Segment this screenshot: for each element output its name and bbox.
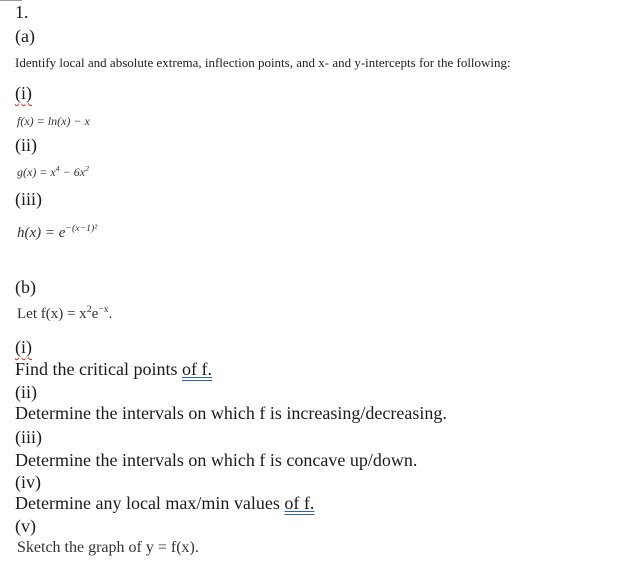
question-number: 1. <box>15 2 29 22</box>
part-a-instruction: Identify local and absolute extrema, inflection points, and x- and y-intercepts for the following: <box>15 55 511 70</box>
part-b-item-1-label: (i) <box>15 337 32 357</box>
part-b-item-5-text: Sketch the graph of y = f(x). <box>17 539 199 556</box>
part-b-intro: Let $f(x) = x^2e^{-x}$. <box>17 304 113 322</box>
part-a-label: (a) <box>15 26 35 46</box>
part-a-item-3-expression: $h(x) = e^{-(x-1)^2}$ <box>17 223 98 241</box>
part-b-item-3-label: (iii) <box>15 427 42 447</box>
part-a-item-2-label: (ii) <box>15 135 37 155</box>
part-b-item-3-text: Determine the intervals on which f is concave up/down. <box>15 450 418 470</box>
part-a-item-2-expression: $g(x) = x^4 - 6x^2$ <box>17 164 89 179</box>
part-a-item-1-label: (i) <box>15 83 32 103</box>
part-b-item-5-label: (v) <box>15 516 36 536</box>
part-a-item-3-label: (iii) <box>15 189 42 209</box>
part-a-item-1-expression: f(x) = ln(x) − x <box>17 114 90 128</box>
part-b-item-4-label: (iv) <box>15 472 41 492</box>
part-b-item-1-text: Find the critical points of f. <box>15 359 212 379</box>
part-b-item-2-text: Determine the intervals on which f is increasing/decreasing. <box>15 403 447 423</box>
part-b-item-2-label: (ii) <box>15 382 37 402</box>
part-b-label: (b) <box>15 277 36 297</box>
part-b-item-4-text: Determine any local max/min values of f. <box>15 493 315 513</box>
